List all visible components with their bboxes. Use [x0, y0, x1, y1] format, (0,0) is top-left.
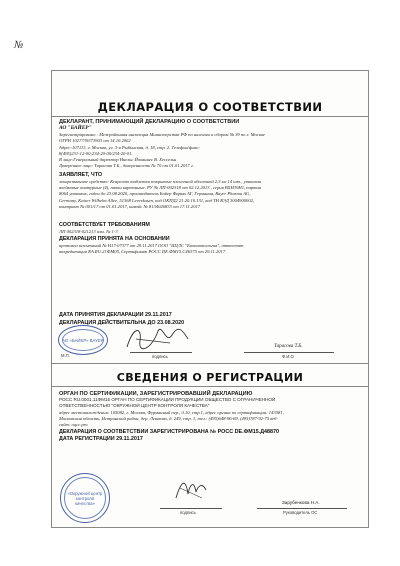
- applicant-line: Доверенное лицо: Тарасова Т.Б., доверенность № 70 от 01.01.2017 г.: [59, 163, 194, 169]
- declarant-signature: [122, 321, 192, 353]
- registration-date: ДАТА РЕГИСТРАЦИИ 29.11.2017: [59, 436, 143, 443]
- bayer-stamp: АО «БАЙЕР» BAYER: [58, 325, 108, 355]
- declarant-subtitle: ДЕКЛАРАНТ, ПРИНИМАЮЩИЙ ДЕКЛАРАЦИЮ О СООТВЕТСТВИИ: [59, 119, 240, 125]
- registration-number: ДЕКЛАРАЦИЯ О СООТВЕТСТВИИ ЗАРЕГИСТРИРОВАНА № РОСС DE.ФМ15.Д48870: [59, 429, 280, 436]
- registration-subtitle: ОРГАН ПО СЕРТИФИКАЦИИ, ЗАРЕГИСТРИРОВАВШИЙ ДЕКЛАРАЦИЮ: [59, 391, 253, 397]
- claims-label: ЗАЯВЛЯЕТ, ЧТО: [59, 171, 103, 178]
- applicant-line: В лице:Генеральный директор Ниельс Йоханнес В. Хессельн: [59, 157, 177, 163]
- registration-title: СВЕДЕНИЯ О РЕГИСТРАЦИИ: [116, 371, 304, 384]
- basis-line: аккредитации RA.RU.21ФМ05, Сертификат РОСС DE.ФМ15.С46375 от 29.11.2017: [59, 248, 226, 254]
- applicant-name: АО "БАЙЕР": [59, 125, 92, 131]
- registrar-signature-label: подпись: [180, 510, 196, 515]
- declarant-block: [52, 119, 368, 255]
- requirements-line: ЛП 002318-021213 изм. № 1-3: [59, 229, 118, 235]
- claims-line: Germany, Kaiser Wilhelm Allee, 51368 Leverkusen, код ОКПД2 21.20.10.131, код ТН ВЭД 3004900002,: [59, 197, 255, 203]
- applicant-line: Зарегистрировано : Межрайонная инспекция Министерства РФ по налогам и сборам № 39 по г. Москве: [59, 132, 265, 137]
- claims-line: лекарственное средство: Ксарелто таблетки покрытые пленочной оболочкой 2,5 мг 14 шт., упакован: [59, 178, 262, 184]
- center-stamp: «Окружной центр контроля качества»: [60, 473, 110, 523]
- registration-line: ОТВЕТСТВЕННОСТЬЮ "ОКРУЖНОЙ ЦЕНТР КОНТРОЛЯ КАЧЕСТВА": [59, 403, 210, 409]
- signature-label: подпись: [152, 354, 168, 359]
- applicant-line: 8(495)231-12-00;234-20-00/234-20-01.: [59, 150, 133, 156]
- registration-line: адрес местонахождения: 105082, г. Москва, Фурманный пер., д.10, стр.1, адрес органа по сертификации: 143581,: [59, 409, 284, 415]
- corner-mark: №: [14, 40, 24, 51]
- registration-line: РОСС RU.0001.11ФМ15 ОРГАН ПО СЕРТИФИКАЦИИ ПРОДУКЦИИ ОБЩЕСТВО С ОГРАНИЧЕННОЙ: [59, 397, 276, 402]
- registration-line: сайт: oqcc.pro: [59, 422, 88, 428]
- claims-line: ячейковые контурные (4), пачки картонные, РУ № ЛП-002318 от 02.12.2013 , серия BXH39H1, партия: [59, 185, 261, 191]
- applicant-line: ОГРН 1027739373903 от 14.10.2002: [59, 138, 131, 144]
- registrar-signature: [172, 476, 212, 504]
- valid-until: ДЕКЛАРАЦИЯ ДЕЙСТВИТЕЛЬНА ДО 23.08.2020: [59, 320, 185, 326]
- date-accepted: ДАТА ПРИНЯТИЯ ДЕКЛАРАЦИИ 29.11.2017: [59, 312, 172, 318]
- declaration-title: ДЕКЛАРАЦИЯ О СООТВЕТСТВИИ: [97, 100, 323, 114]
- head-name: Зарубенкова Н.А.: [282, 500, 320, 505]
- declaration-document: [51, 70, 369, 528]
- fio-label: Ф.И.О: [282, 354, 294, 359]
- applicant-line: Адрес:107113, г. Москва, ул. 3-я Рыбинская, д. 18, стр. 2. Телефон/факс:: [59, 144, 201, 150]
- claims-line: контракт № 001/17 от 01.01.2017, инвойс № 8134026833 от 17.11.2017: [59, 203, 201, 209]
- basis-label: ДЕКЛАРАЦИЯ ПРИНЯТА НА ОСНОВАНИИ: [59, 235, 170, 242]
- registration-block: [52, 391, 368, 443]
- head-role: Руководитель ОС: [283, 510, 318, 515]
- mp-label: М.П.: [61, 353, 70, 358]
- requirements-label: СООТВЕТСТВУЕТ ТРЕБОВАНИЯМ: [59, 222, 150, 229]
- registration-line: Московская область, Истринский район, дер. Лешково, д. 249, стр. 1, тел.: (495)648-96-69, (495)787-92-75 веб-: [59, 415, 279, 421]
- signer-name: Тарасова Т.Б.: [274, 344, 303, 349]
- claims-line: 8064 упаковок, годен до 23.08.2020, производитель Байер Фарма АГ, Германия, Bayer Pharma AG,: [59, 191, 251, 197]
- basis-line: протокол испытаний № Н17-07377 от 29.11.2017 ООО "ИЦЛС "Биопиотология", аттестат: [59, 242, 244, 248]
